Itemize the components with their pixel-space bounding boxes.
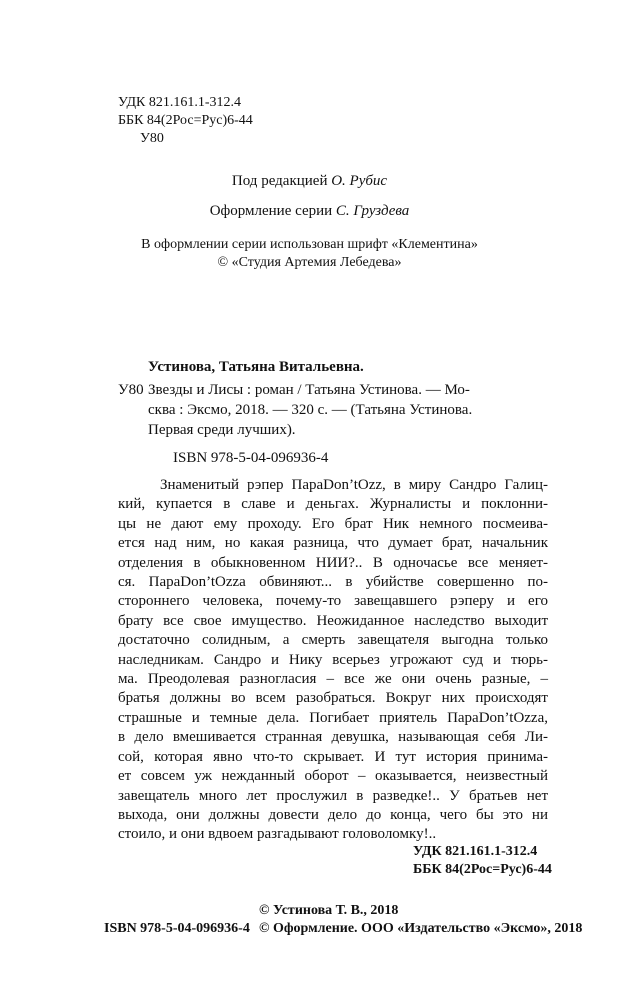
font-credit-line1: В оформлении серии использован шрифт «Клементина»	[141, 237, 478, 252]
annotation-line: Знаменитый рэпер ПараDon’tOzz, в миру Сандро Галиц-	[160, 477, 548, 493]
annotation-line: ся. ПараDon’tOzza обвиняют... в убийстве совершенно по-	[118, 574, 548, 591]
annotation-line: кий, купается в славе и деньгах. Журналисты и поклонни-	[118, 496, 548, 513]
record-mark: У80	[118, 382, 144, 398]
record-heading: Устинова, Татьяна Витальевна.	[148, 359, 364, 375]
author-mark-top: У80	[140, 131, 164, 146]
copyright-author: © Устинова Т. В., 2018	[259, 903, 399, 918]
design-credit	[0, 201, 619, 221]
annotation-line: братья должны во всем разобраться. Вокруг них происходят	[118, 690, 548, 707]
annotation	[118, 476, 548, 845]
editor-name: О. Рубис	[331, 173, 388, 189]
annotation-line: в дело вмешивается странная девушка, называющая себя Ли-	[118, 729, 548, 746]
record-description-line: Первая среди лучших).	[148, 422, 296, 438]
annotation-line: стоило, и они вдвоем разгадывают головоломку!..	[118, 826, 437, 843]
copyright-isbn: ISBN 978-5-04-096936-4	[104, 921, 250, 936]
annotation-line: завещатель много лет прослужил в разведке!.. У братьев нет	[118, 787, 548, 804]
editor-credit	[0, 171, 619, 191]
annotation-line: отделения в обыкновенном НИИ?.. В одночасье все меняет-	[118, 554, 548, 571]
record-description-line: Звезды и Лисы : роман / Татьяна Устинова. — Мо-	[148, 382, 470, 398]
annotation-line: достаточно солидным, а смерть завещателя выгодна только	[118, 632, 548, 649]
annotation-line: сой, которая явно что-то скрывает. И тут история принима-	[118, 748, 548, 765]
udk-code-bottom: УДК 821.161.1-312.4	[413, 844, 538, 859]
record-description	[148, 380, 472, 440]
annotation-line: наследникам. Сандро и Нику всерьез угрожают суд и тюрь-	[118, 651, 548, 668]
udk-code-top: УДК 821.161.1-312.4	[118, 95, 242, 110]
copyright-publisher: © Оформление. ООО «Издательство «Эксмо», 2018	[259, 921, 583, 936]
annotation-line: страшные и темные дела. Погибает приятель ПараDon’tOzza,	[118, 709, 548, 726]
annotation-line: ется над ним, но какая разница, что думает брат, начальник	[118, 535, 548, 552]
annotation-line: ма. Преодолевая разногласия – все же они очень разные, –	[118, 671, 548, 688]
editor-prefix: Под редакцией	[231, 173, 328, 189]
bbk-code-bottom: ББК 84(2Рос=Рус)6-44	[413, 862, 552, 877]
annotation-line: цы не дают ему проходу. Его брат Ник немного посмеива-	[118, 515, 548, 532]
design-prefix: Оформление серии	[209, 203, 333, 219]
annotation-line: стороннего человека, почему-то завещавшего рэперу и его	[118, 593, 548, 610]
bbk-code-top: ББК 84(2Рос=Рус)6-44	[118, 113, 253, 128]
annotation-line: ет совсем уж нежданный оборот – оказывается, неизвестный	[118, 768, 548, 785]
record-description-line: сква : Эксмо, 2018. — 320 с. — (Татьяна Устинова.	[148, 402, 473, 418]
annotation-line: брату все свое имущество. Неожиданное наследство выходит	[118, 612, 548, 629]
design-name: С. Груздева	[335, 203, 410, 219]
font-credit-line2: © «Студия Артемия Лебедева»	[217, 255, 402, 270]
annotation-line: выхода, они должны довести дело до конца, чего бы это ни	[118, 806, 548, 823]
record-isbn: ISBN 978-5-04-096936-4	[173, 450, 329, 466]
